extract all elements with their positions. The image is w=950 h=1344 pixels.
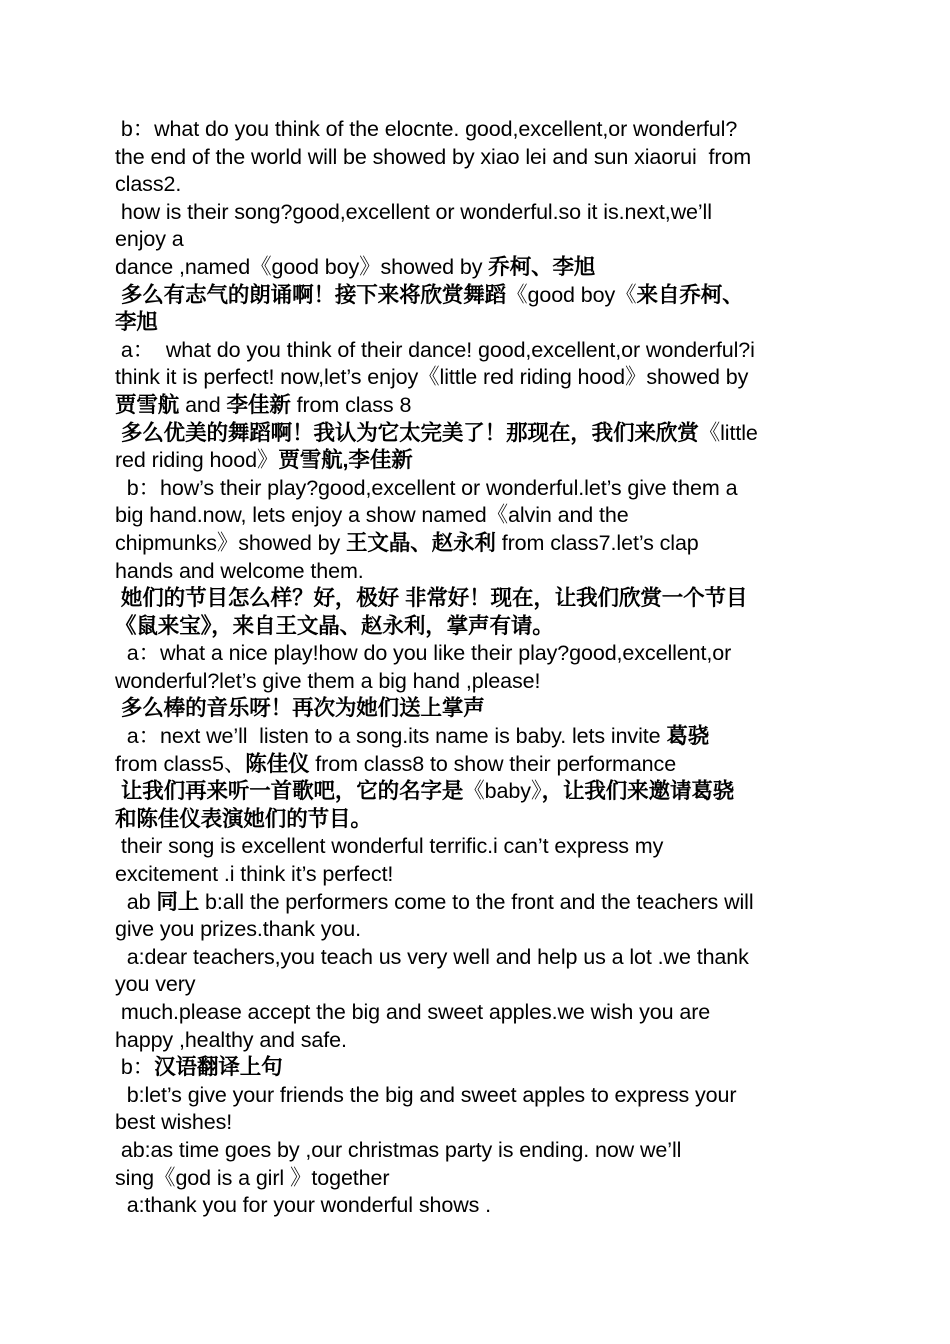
text-line bbox=[115, 1027, 845, 1055]
text-segment: excitement .i think it’s perfect! bbox=[115, 862, 394, 887]
text-line bbox=[115, 364, 845, 392]
text-segment: 《good boy《 bbox=[506, 282, 637, 307]
bold-text-segment: 多么优美的舞蹈啊！我认为它太完美了！那现在，我们来欣赏 bbox=[115, 420, 699, 445]
text-segment: and bbox=[179, 392, 227, 417]
text-segment: from class7.let’s clap bbox=[495, 530, 699, 555]
text-segment: red riding hood》 bbox=[115, 448, 279, 473]
text-segment: chipmunks》showed by bbox=[115, 530, 347, 555]
text-segment: best wishes! bbox=[115, 1110, 233, 1135]
bold-text-segment: 《鼠来宝》，来自王文晶、赵永利，掌声有请。 bbox=[115, 613, 554, 638]
text-segment: 《little bbox=[698, 420, 758, 445]
bold-text-segment: 李佳新 bbox=[226, 392, 291, 417]
text-segment: wonderful?let’s give them a big hand ,please! bbox=[115, 668, 541, 693]
bold-text-segment: 李旭 bbox=[115, 310, 158, 335]
text-line bbox=[115, 1054, 845, 1082]
text-segment: from class5、 bbox=[115, 751, 246, 776]
text-segment: from class8 to show their performance bbox=[309, 751, 677, 776]
text-line bbox=[115, 1137, 845, 1165]
text-line bbox=[115, 199, 845, 227]
text-segment: you very bbox=[115, 972, 196, 997]
text-line bbox=[115, 999, 845, 1027]
bold-text-segment: 葛骁 bbox=[666, 724, 710, 749]
text-line bbox=[115, 751, 845, 779]
text-line bbox=[115, 833, 845, 861]
text-segment: a:thank you for your wonderful shows . bbox=[115, 1193, 492, 1218]
text-line bbox=[115, 337, 845, 365]
text-line bbox=[115, 944, 845, 972]
bold-text-segment: 来自乔柯、 bbox=[636, 282, 744, 307]
text-segment: a： what do you think of their dance! good,excellent,or wonderful?i bbox=[115, 337, 755, 362]
document-page bbox=[115, 116, 845, 1220]
text-line bbox=[115, 475, 845, 503]
text-line bbox=[115, 806, 845, 834]
text-segment: b：what do you think of the elocnte. good,excellent,or wonderful? bbox=[115, 117, 738, 141]
text-segment: think it is perfect! now,let’s enjoy《little red riding hood》showed by bbox=[115, 365, 749, 390]
text-line bbox=[115, 640, 845, 668]
text-line bbox=[115, 889, 845, 917]
bold-text-segment: 多么有志气的朗诵啊！接下来将欣赏舞蹈 bbox=[115, 282, 507, 307]
text-line bbox=[115, 916, 845, 944]
text-segment: how is their song?good,excellent or wonderful.so it is.next,we’ll bbox=[115, 199, 712, 224]
bold-text-segment: ，让我们来邀请葛骁 bbox=[541, 779, 735, 804]
bold-text-segment: 和陈佳仪表演她们的节目。 bbox=[115, 806, 372, 831]
text-line bbox=[115, 1192, 845, 1220]
text-segment: dance ,named《good boy》showed by bbox=[115, 254, 489, 279]
text-line bbox=[115, 447, 845, 475]
text-segment: the end of the world will be showed by xiao lei and sun xiaorui from bbox=[115, 144, 752, 169]
text-line bbox=[115, 309, 845, 337]
text-segment: sing《god is a girl 》together bbox=[115, 1165, 390, 1190]
text-segment: b:let’s give your friends the big and sweet apples to express your bbox=[115, 1082, 737, 1107]
bold-text-segment: 多么棒的音乐呀！再次为她们送上掌声 bbox=[115, 696, 485, 721]
text-segment: give you prizes.thank you. bbox=[115, 917, 361, 942]
text-line bbox=[115, 254, 845, 282]
bold-text-segment: 陈佳仪 bbox=[245, 751, 310, 776]
text-line bbox=[115, 144, 845, 172]
text-line bbox=[115, 530, 845, 558]
text-segment: enjoy a bbox=[115, 227, 184, 252]
text-segment: a：what a nice play!how do you like their play?good,excellent,or bbox=[115, 641, 732, 666]
text-segment: hands and welcome them. bbox=[115, 558, 364, 583]
text-segment: class2. bbox=[115, 172, 182, 197]
text-line bbox=[115, 420, 845, 448]
bold-text-segment: 她们的节目怎么样？好，极好 非常好！现在，让我们欣赏一个节目 bbox=[115, 586, 748, 611]
bold-text-segment: 贾雪航,李佳新 bbox=[278, 448, 413, 473]
text-line bbox=[115, 971, 845, 999]
text-segment: happy ,healthy and safe. bbox=[115, 1027, 347, 1052]
text-line bbox=[115, 171, 845, 199]
text-line bbox=[115, 282, 845, 310]
text-line bbox=[115, 392, 845, 420]
text-line bbox=[115, 861, 845, 889]
text-line bbox=[115, 502, 845, 530]
text-segment: a:dear teachers,you teach us very well and help us a lot .we thank bbox=[115, 944, 749, 969]
text-segment: b：how’s their play?good,excellent or wonderful.let’s give them a bbox=[115, 475, 738, 500]
text-segment: b： bbox=[115, 1055, 155, 1080]
text-segment: b:all the performers come to the front and the teachers will bbox=[199, 889, 754, 914]
bold-text-segment: 贾雪航 bbox=[115, 392, 180, 417]
text-segment: big hand.now, lets enjoy a show named《alvin and the bbox=[115, 503, 629, 528]
bold-text-segment: 汉语翻译上句 bbox=[154, 1055, 283, 1080]
text-segment: much.please accept the big and sweet apples.we wish you are bbox=[115, 1000, 711, 1024]
text-line bbox=[115, 558, 845, 586]
text-line bbox=[115, 1165, 845, 1193]
bold-text-segment: 王文晶、赵永利 bbox=[346, 530, 496, 555]
text-segment: 《baby》 bbox=[463, 779, 542, 804]
text-line bbox=[115, 778, 845, 806]
text-line bbox=[115, 1109, 845, 1137]
text-line bbox=[115, 613, 845, 641]
text-line bbox=[115, 585, 845, 613]
text-line bbox=[115, 226, 845, 254]
text-segment: ab bbox=[115, 889, 157, 914]
text-segment: ab:as time goes by ,our christmas party is ending. now we’ll bbox=[115, 1137, 682, 1162]
text-line bbox=[115, 695, 845, 723]
bold-text-segment: 乔柯、李旭 bbox=[488, 254, 596, 279]
text-segment: from class 8 bbox=[290, 392, 412, 417]
text-line bbox=[115, 723, 845, 751]
text-line bbox=[115, 668, 845, 696]
text-segment: their song is excellent wonderful terrific.i can’t express my bbox=[115, 834, 664, 859]
text-line bbox=[115, 116, 845, 144]
bold-text-segment: 让我们再来听一首歌吧，它的名字是 bbox=[115, 779, 464, 804]
bold-text-segment: 同上 bbox=[156, 889, 200, 914]
text-line bbox=[115, 1082, 845, 1110]
text-segment: a：next we’ll listen to a song.its name is baby. lets invite bbox=[115, 724, 667, 749]
